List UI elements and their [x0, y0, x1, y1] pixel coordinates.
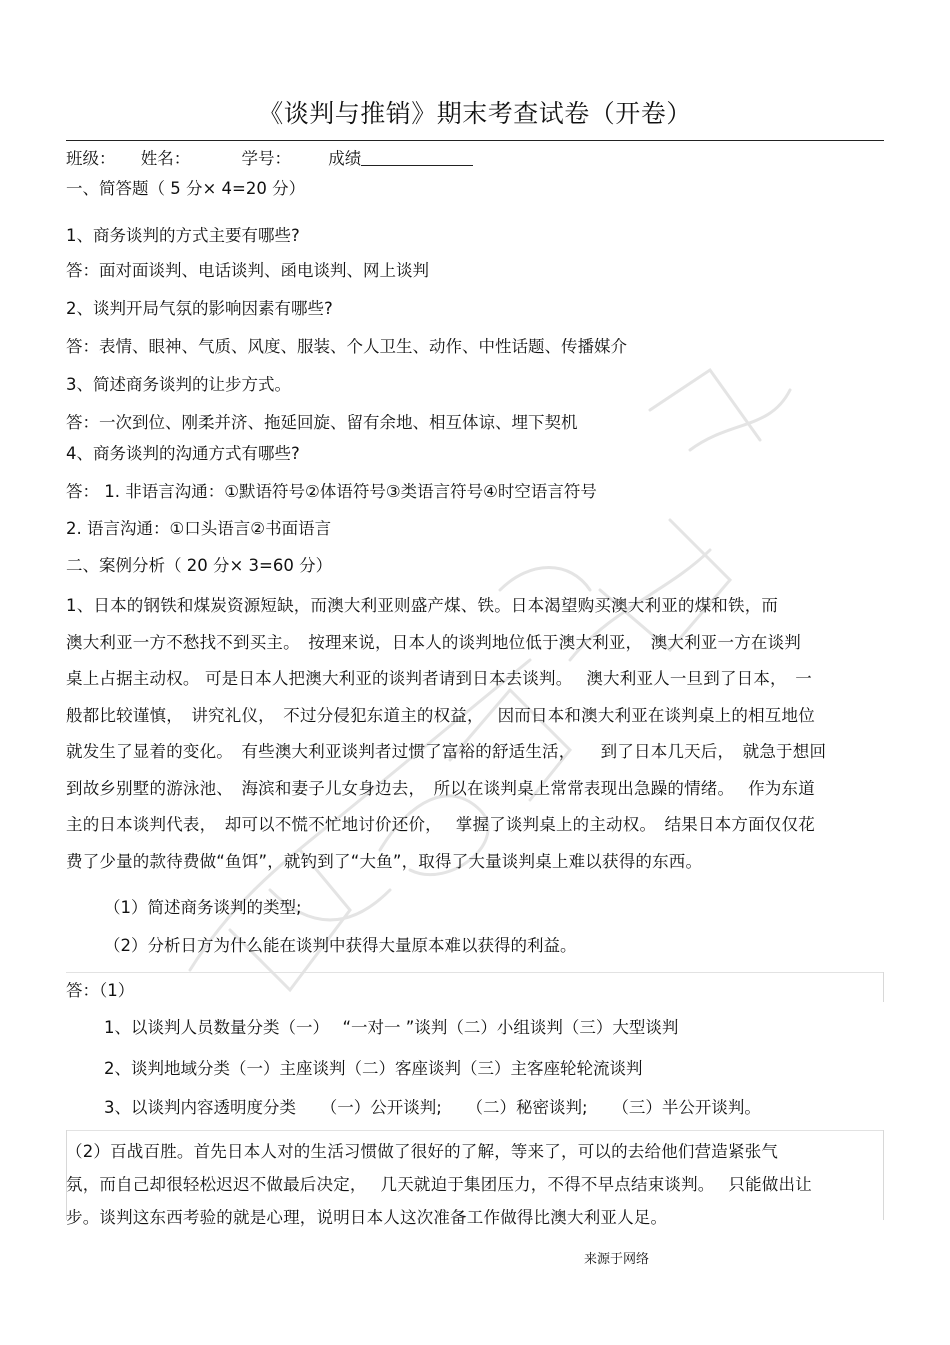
- section1-heading: 一、简答题（ 5 分× 4=20 分）: [66, 179, 306, 198]
- question-2: 2、谈判开局气氛的影响因素有哪些?: [66, 299, 333, 318]
- answer-box-top: [66, 972, 884, 973]
- source-footer: 来源于网络: [584, 1252, 650, 1267]
- sub-question-1: （1）简述商务谈判的类型;: [104, 898, 302, 917]
- answer-2: 答：表情、眼神、气质、风度、服装、个人卫生、动作、中性话题、传播媒介: [66, 337, 627, 356]
- score-blank[interactable]: [361, 147, 473, 166]
- student-id-label: 学号：: [241, 149, 291, 168]
- question-4: 4、商务谈判的沟通方式有哪些?: [66, 444, 300, 463]
- section2-heading: 二、案例分析（ 20 分× 3=60 分）: [66, 556, 333, 575]
- answer-4-line2: 2. 语言沟通：①口头语言②书面语言: [66, 519, 332, 538]
- case-line: 主的日本谈判代表， 却可以不慌不忙地讨价还价， 掌握了谈判桌上的主动权。 结果日本方面仅仅花: [66, 815, 815, 834]
- case-line: 就发生了显着的变化。 有些澳大利亚谈判者过惯了富裕的舒适生活， 到了日本几天后， 就急于想回: [66, 742, 827, 761]
- sub-question-2: （2）分析日方为什么能在谈判中获得大量原本难以获得的利益。: [104, 936, 577, 955]
- case-line: 费了少量的款待费做“鱼饵”，就钓到了“大鱼”，取得了大量谈判桌上难以获得的东西。: [66, 851, 703, 871]
- case-paragraph: [66, 588, 826, 880]
- score-label: 成绩: [328, 149, 362, 168]
- question-3: 3、简述商务谈判的让步方式。: [66, 375, 291, 394]
- case-line: 1、日本的钢铁和煤炭资源短缺，而澳大利亚则盛产煤、铁。日本渴望购买澳大利亚的煤和铁，而: [66, 596, 779, 615]
- answer2-box-top: [66, 1130, 884, 1131]
- answer-2-line: 氛，而自己却很轻松迟迟不做最后决定， 几天就迫于集团压力，不得不早点结束谈判。 只能做出让: [66, 1175, 812, 1194]
- document-title: 《谈判与推销》期末考查试卷（开卷）: [258, 99, 692, 128]
- student-info-row: [66, 147, 493, 171]
- case-line: 般都比较谨慎， 讲究礼仪， 不过分侵犯东道主的权益， 因而日本和澳大利亚在谈判桌上的相互地位: [66, 705, 815, 725]
- answer-type-1: 1、以谈判人员数量分类（一） “一对一 ”谈判（二）小组谈判（三）大型谈判: [104, 1018, 679, 1037]
- answer-type-3: 3、以谈判内容透明度分类 （一）公开谈判; （二）秘密谈判; （三）半公开谈判。: [104, 1098, 761, 1117]
- class-label: 班级：: [66, 149, 116, 168]
- answer-3: 答：一次到位、刚柔并济、拖延回旋、留有余地、相互体谅、埋下契机: [66, 413, 578, 432]
- answer2-box-right: [883, 1130, 884, 1220]
- answer-2-paragraph: [66, 1135, 812, 1234]
- answer-2-line: （2）百战百胜。首先日本人对的生活习惯做了很好的了解，等来了，可以的去给他们营造紧张气: [66, 1142, 779, 1161]
- answer-box-right: [883, 972, 884, 1002]
- answer-1: 答：面对面谈判、电话谈判、函电谈判、网上谈判: [66, 261, 429, 280]
- case-line: 澳大利亚一方不愁找不到买主。 按理来说，日本人的谈判地位低于澳大利亚， 澳大利亚一方在谈判: [66, 632, 801, 652]
- question-1: 1、商务谈判的方式主要有哪些?: [66, 226, 300, 245]
- case-line: 到故乡别墅的游泳池、 海滨和妻子儿女身边去， 所以在谈判桌上常常表现出急躁的情绪。 作为东道: [66, 778, 815, 798]
- answer-label: 答：（1）: [66, 981, 135, 1000]
- name-label: 姓名：: [140, 149, 191, 168]
- answer-4-line1: 答： 1. 非语言沟通：①默语符号②体语符号③类语言符号④时空语言符号: [66, 482, 597, 501]
- answer-2-line: 步。谈判这东西考验的就是心理，说明日本人这次准备工作做得比澳大利亚人足。: [66, 1208, 668, 1227]
- case-line: 桌上占据主动权。 可是日本人把澳大利亚的谈判者请到日本去谈判。 澳大利亚人一旦到了日本， 一: [66, 669, 812, 688]
- title-divider: [66, 140, 884, 141]
- answer-type-2: 2、谈判地域分类（一）主座谈判（二）客座谈判（三）主客座轮轮流谈判: [104, 1059, 643, 1078]
